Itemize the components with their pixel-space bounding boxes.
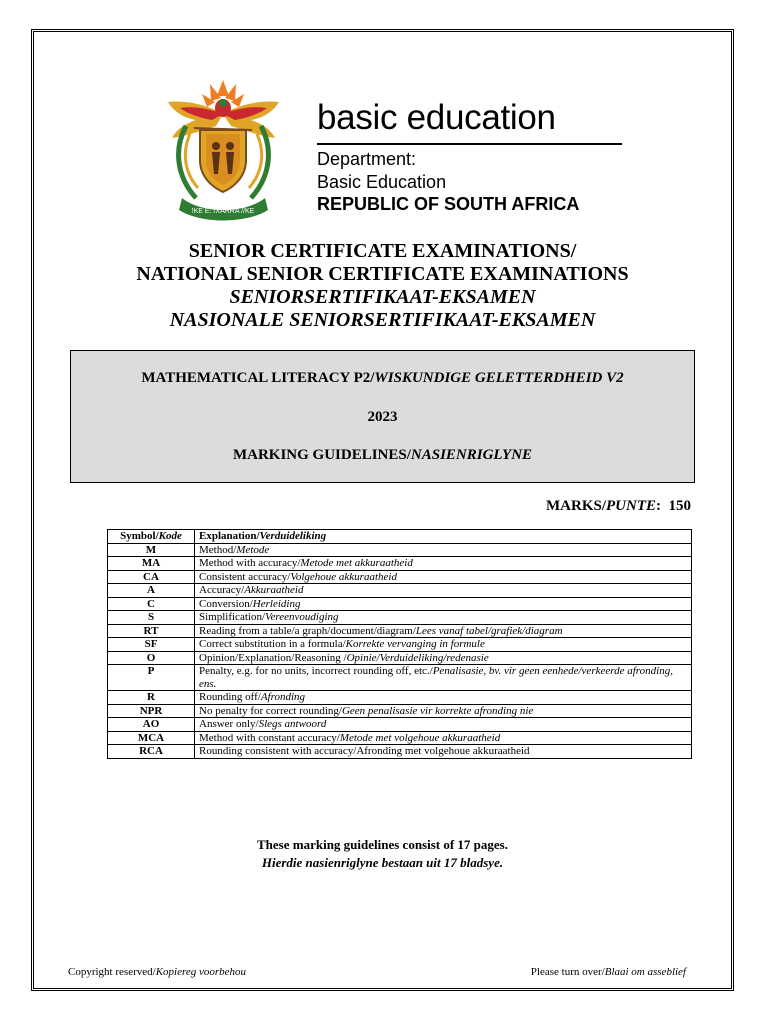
table-row bbox=[108, 557, 692, 571]
table-row bbox=[108, 570, 692, 584]
logo-department-label: Department: bbox=[317, 149, 417, 169]
footer-turn-over: Please turn over/Blaai om asseblief bbox=[530, 966, 686, 978]
exam-titles bbox=[31, 240, 734, 332]
code-symbol: RCA bbox=[108, 745, 195, 759]
table-row bbox=[108, 731, 692, 745]
table-row bbox=[108, 597, 692, 611]
table-row bbox=[108, 704, 692, 718]
table-row bbox=[108, 543, 692, 557]
table-row bbox=[108, 691, 692, 705]
code-symbol: C bbox=[108, 597, 195, 611]
code-explanation: Penalty, e.g. for no units, incorrect rounding off, etc./Penalisasie, bv. vir geen eenhede/verkeerde afronding, ens. bbox=[195, 665, 692, 691]
code-explanation: Correct substitution in a formula/Korrekte vervanging in formule bbox=[195, 638, 692, 652]
page-count-afrikaans: Hierdie nasienriglyne bestaan uit 17 bladsye. bbox=[261, 855, 504, 870]
table-row bbox=[108, 638, 692, 652]
logo-title: basic education bbox=[317, 98, 556, 137]
explanation-column-header: Explanation/Verduideliking bbox=[195, 530, 692, 544]
code-symbol: O bbox=[108, 651, 195, 665]
code-explanation: Accuracy/Akkuraatheid bbox=[195, 584, 692, 598]
coat-of-arms-icon bbox=[166, 74, 281, 222]
page-count-english: These marking guidelines consist of 17 pages. bbox=[257, 837, 508, 852]
code-explanation: Rounding consistent with accuracy/Afronding met volgehoue akkuraatheid bbox=[195, 745, 692, 759]
exam-title-3: SENIORSERTIFIKAAT-EKSAMEN bbox=[229, 286, 536, 308]
marking-codes-table bbox=[107, 529, 692, 759]
code-symbol: RT bbox=[108, 624, 195, 638]
code-symbol: M bbox=[108, 543, 195, 557]
page-count-note bbox=[31, 836, 734, 872]
exam-title-1: SENIOR CERTIFICATE EXAMINATIONS/ bbox=[188, 240, 577, 262]
code-explanation: Method/Metode bbox=[195, 543, 692, 557]
code-symbol: S bbox=[108, 611, 195, 625]
code-explanation: No penalty for correct rounding/Geen penalisasie vir korrekte afronding nie bbox=[195, 704, 692, 718]
code-symbol: MCA bbox=[108, 731, 195, 745]
crest-motto: !KE E: /XARRA //KE bbox=[191, 208, 255, 215]
table-row bbox=[108, 584, 692, 598]
code-explanation: Rounding off/Afronding bbox=[195, 691, 692, 705]
marking-guidelines-label: MARKING GUIDELINES/NASIENRIGLYNE bbox=[232, 447, 533, 463]
code-symbol: MA bbox=[108, 557, 195, 571]
code-explanation: Answer only/Slegs antwoord bbox=[195, 718, 692, 732]
code-symbol: R bbox=[108, 691, 195, 705]
subject-year: 2023 bbox=[367, 409, 398, 425]
table-row bbox=[108, 665, 692, 691]
table-row bbox=[108, 624, 692, 638]
logo-divider bbox=[317, 143, 622, 145]
code-symbol: P bbox=[108, 665, 195, 691]
subject-box bbox=[70, 350, 695, 483]
table-row bbox=[108, 651, 692, 665]
code-explanation: Method with constant accuracy/Metode met volgehoue akkuraatheid bbox=[195, 731, 692, 745]
code-symbol: CA bbox=[108, 570, 195, 584]
table-row bbox=[108, 718, 692, 732]
code-explanation: Opinion/Explanation/Reasoning /Opinie/Verduideliking/redenasie bbox=[195, 651, 692, 665]
logo-department-name: Basic Education bbox=[317, 172, 447, 192]
table-row bbox=[108, 611, 692, 625]
table-row bbox=[108, 745, 692, 759]
marking-codes-body bbox=[108, 543, 692, 758]
symbol-column-header: Symbol/Kode bbox=[108, 530, 195, 544]
code-explanation: Simplification/Vereenvoudiging bbox=[195, 611, 692, 625]
exam-title-4: NASIONALE SENIORSERTIFIKAAT-EKSAMEN bbox=[169, 309, 596, 331]
total-marks: MARKS/PUNTE: 150 bbox=[546, 498, 691, 514]
logo-country: REPUBLIC OF SOUTH AFRICA bbox=[317, 194, 580, 214]
code-symbol: A bbox=[108, 584, 195, 598]
code-explanation: Reading from a table/a graph/document/diagram/Lees vanaf tabel/grafiek/diagram bbox=[195, 624, 692, 638]
subject-name: MATHEMATICAL LITERACY P2/WISKUNDIGE GELETTERDHEID V2 bbox=[141, 370, 624, 386]
code-explanation: Conversion/Herleiding bbox=[195, 597, 692, 611]
code-symbol: SF bbox=[108, 638, 195, 652]
code-explanation: Consistent accuracy/Volgehoue akkuraatheid bbox=[195, 570, 692, 584]
code-symbol: AO bbox=[108, 718, 195, 732]
code-symbol: NPR bbox=[108, 704, 195, 718]
footer-copyright: Copyright reserved/Kopiereg voorbehou bbox=[68, 966, 247, 978]
table-header-row bbox=[108, 530, 692, 544]
exam-title-2: NATIONAL SENIOR CERTIFICATE EXAMINATIONS bbox=[136, 263, 629, 285]
code-explanation: Method with accuracy/Metode met akkuraatheid bbox=[195, 557, 692, 571]
